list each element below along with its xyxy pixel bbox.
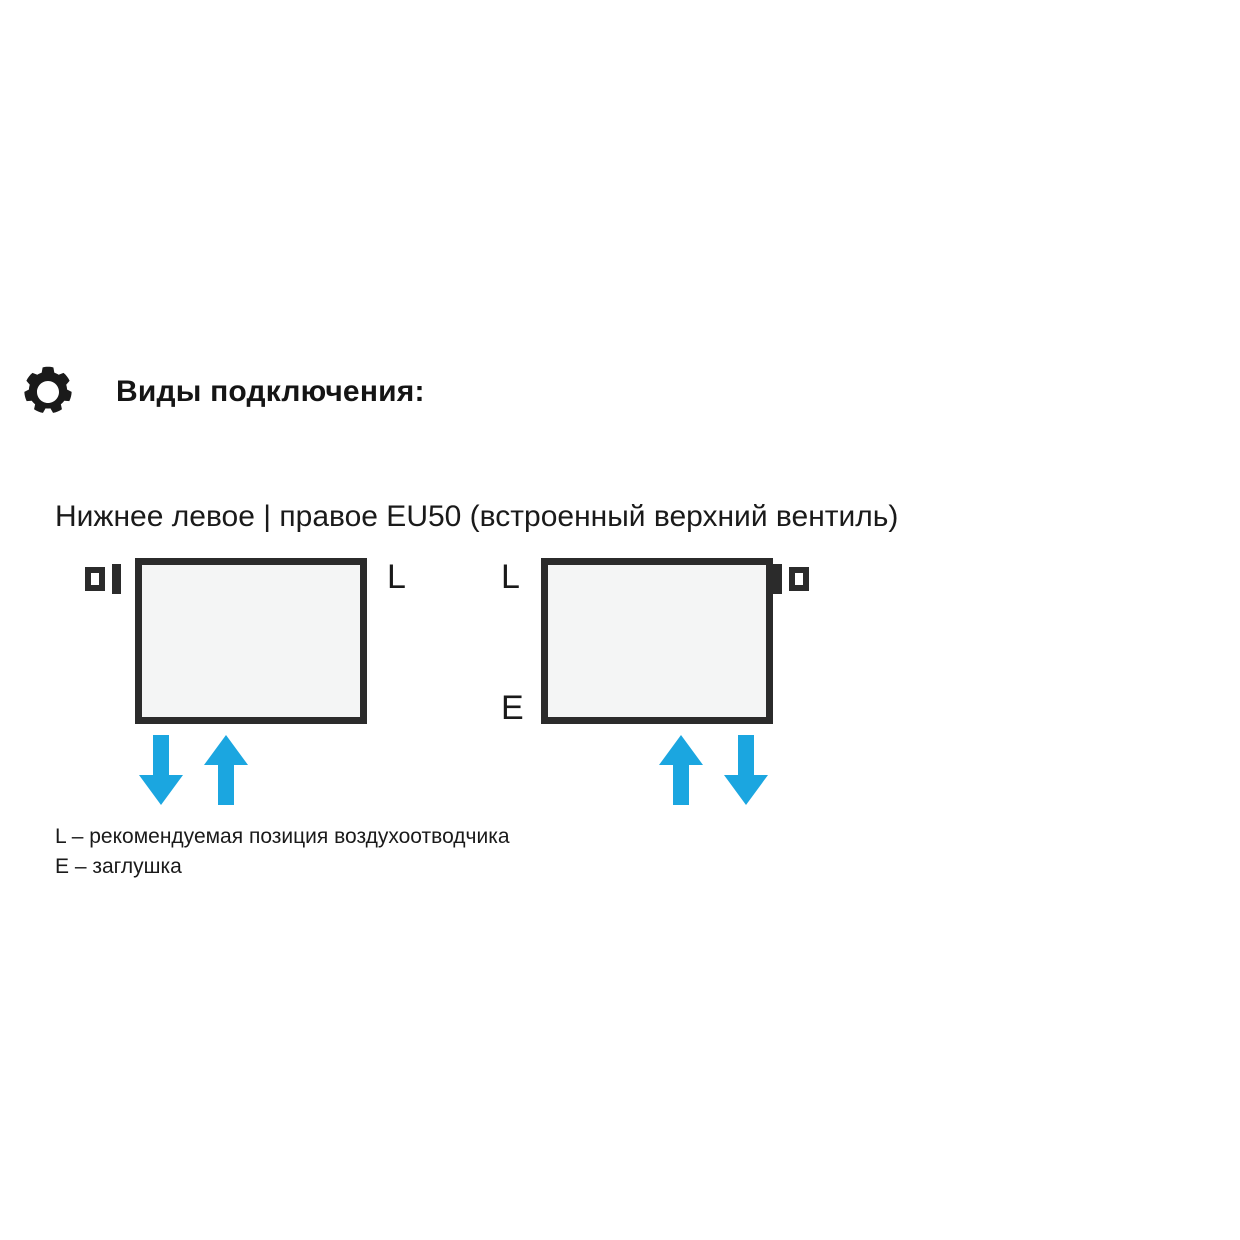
left-radiator-nozzle — [85, 564, 121, 594]
gear-icon — [22, 366, 74, 418]
arrow-down-left-icon — [137, 735, 185, 807]
page-title: Виды подключения: — [116, 375, 425, 408]
nozzle-bar-icon — [773, 564, 782, 594]
connection-type-caption: Нижнее левое | правое EU50 (встроенный верхний вентиль) — [55, 500, 899, 533]
arrow-up-left-icon — [202, 735, 250, 807]
legend-line-E: E – заглушка — [55, 855, 182, 879]
connection-diagram — [0, 545, 1240, 815]
legend-line-L: L – рекомендуемая позиция воздухоотводчика — [55, 825, 510, 848]
label-right-E: E — [501, 689, 524, 727]
label-right-L: L — [501, 558, 520, 596]
nozzle-cap-icon — [789, 567, 809, 591]
legend — [55, 822, 510, 883]
nozzle-bar-icon — [112, 564, 121, 594]
right-radiator-nozzle — [773, 564, 809, 594]
arrow-up-right-icon — [657, 735, 705, 807]
radiator-panel-right — [541, 558, 773, 724]
arrow-down-right-icon — [722, 735, 770, 807]
label-left-L: L — [387, 558, 406, 596]
radiator-panel-left — [135, 558, 367, 724]
nozzle-cap-icon — [85, 567, 105, 591]
section-header — [22, 366, 425, 418]
